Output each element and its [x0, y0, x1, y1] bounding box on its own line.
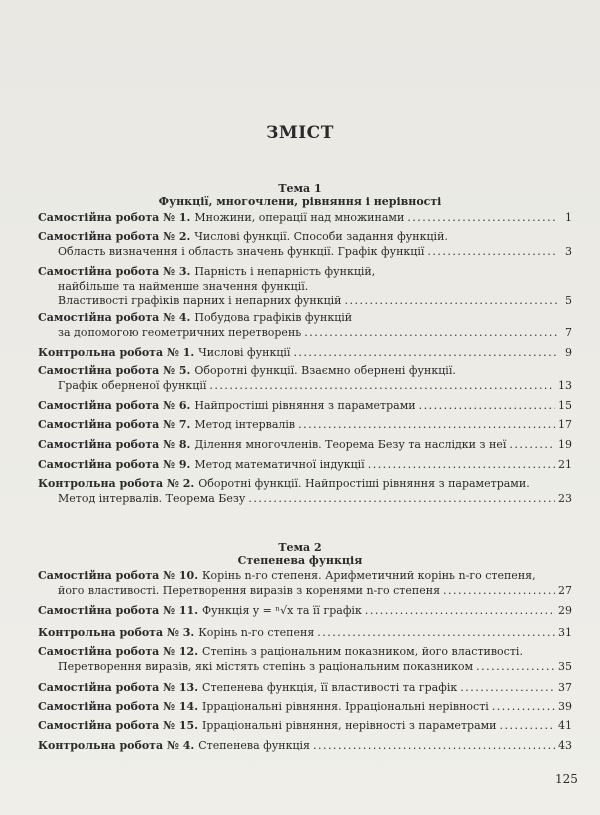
entry-text: Метод інтервалів — [194, 418, 296, 431]
toc-entry-line — [38, 245, 572, 260]
toc-entry-line — [38, 477, 572, 492]
entry-text: найбільше та найменше значення функції. — [58, 279, 309, 293]
section-number: Тема 1 — [278, 182, 322, 195]
entry-page: 41 — [558, 719, 572, 732]
toc-entry-line — [38, 294, 572, 309]
entry-label: Контрольна робота № 1. — [38, 346, 195, 359]
toc-entry — [38, 719, 572, 734]
entry-text: його властивості. Перетворення виразів з коренями n-го степеня — [58, 583, 441, 597]
dot-leader — [304, 326, 557, 341]
dot-leader — [427, 245, 557, 260]
toc-entry-line — [38, 626, 572, 641]
dot-leader — [345, 294, 557, 309]
entry-text: Множини, операції над множинами — [194, 211, 405, 224]
toc-entry — [38, 604, 572, 619]
entry-page: 29 — [558, 604, 572, 617]
entry-label: Самостійна робота № 15. — [38, 719, 199, 732]
entry-page: 3 — [565, 244, 572, 258]
toc-entry-line — [38, 326, 572, 341]
entry-text: Найпростіші рівняння з параметрами — [194, 399, 416, 412]
entry-label: Самостійна робота № 6. — [38, 399, 191, 412]
toc-entry-line — [38, 739, 572, 754]
toc-entry-line — [38, 458, 572, 473]
dot-leader — [293, 346, 557, 361]
toc-entry — [38, 739, 572, 754]
dot-leader — [368, 458, 555, 473]
entry-page: 13 — [558, 378, 572, 392]
toc-entry-line — [38, 265, 572, 280]
toc-entry-line — [38, 418, 572, 433]
toc-entry-line — [38, 230, 572, 245]
toc-entry-line — [38, 379, 572, 394]
entry-text: Властивості графіків парних і непарних функцій — [58, 294, 342, 307]
dot-leader — [476, 660, 555, 675]
entry-text: Степенева функція — [198, 739, 310, 752]
toc-entry — [38, 399, 572, 414]
toc-entry-line — [38, 584, 572, 599]
entry-text: Побудова графіків функцій — [194, 311, 353, 324]
entry-page: 23 — [558, 491, 572, 505]
entry-label: Контрольна робота № 4. — [38, 739, 195, 752]
section-heading — [0, 541, 600, 567]
entry-label: Самостійна робота № 13. — [38, 681, 199, 694]
entry-page: 31 — [558, 626, 572, 639]
toc-entry-line — [38, 311, 572, 326]
entry-page: 9 — [565, 346, 572, 359]
dot-leader — [313, 739, 555, 754]
dot-leader — [209, 379, 555, 394]
section-title: Функції, многочлени, рівняння і нерівності — [158, 195, 442, 208]
toc-entry-line — [38, 700, 572, 715]
section-heading — [0, 182, 600, 208]
toc-entry-line — [38, 438, 572, 453]
entry-label: Самостійна робота № 4. — [38, 311, 191, 324]
entry-label: Самостійна робота № 5. — [38, 364, 191, 377]
entry-label: Самостійна робота № 12. — [38, 645, 199, 658]
entry-label: Самостійна робота № 8. — [38, 438, 191, 451]
entry-label: Самостійна робота № 2. — [38, 230, 191, 243]
toc-entry-line — [38, 211, 572, 226]
entry-text: Ірраціональні рівняння. Ірраціональні нерівності — [202, 700, 489, 713]
toc-entry — [38, 418, 572, 433]
entry-text: Область визначення і область значень функції. Графік функції — [58, 244, 425, 258]
toc-entry-line — [38, 569, 572, 584]
entry-page: 35 — [558, 659, 572, 673]
entry-label: Самостійна робота № 14. — [38, 700, 199, 713]
dot-leader — [419, 399, 555, 414]
entry-text: Графік оберненої функції — [58, 378, 207, 392]
toc-entry — [38, 346, 572, 361]
entry-page: 1 — [565, 211, 572, 224]
toc-entry-line — [38, 399, 572, 414]
entry-text: за допомогою геометричних перетворень — [58, 325, 302, 339]
entry-text: Числові функції. Способи задання функцій. — [194, 230, 448, 243]
entry-page: 17 — [558, 418, 572, 431]
toc-entry-line — [38, 645, 572, 660]
entry-page: 19 — [558, 438, 572, 451]
entry-label: Самостійна робота № 10. — [38, 569, 199, 582]
entry-label: Самостійна робота № 3. — [38, 265, 191, 278]
entry-page: 21 — [558, 458, 572, 471]
entry-text: Корінь n-го степеня. Арифметичний корінь n-го степеня, — [202, 569, 536, 582]
section-title: Степенева функція — [237, 554, 363, 567]
toc-entry-line — [38, 604, 572, 619]
entry-page: 27 — [558, 583, 572, 597]
entry-label: Самостійна робота № 1. — [38, 211, 191, 224]
dot-leader — [365, 604, 555, 619]
dot-leader — [248, 492, 555, 507]
page-title: ЗМІСТ — [266, 123, 334, 143]
toc-entry — [38, 477, 572, 506]
dot-leader — [492, 700, 555, 715]
entry-page: 39 — [558, 700, 572, 713]
entry-page: 7 — [565, 325, 572, 339]
toc-entry-line — [38, 364, 572, 379]
toc-entry — [38, 364, 572, 393]
entry-text: Ірраціональні рівняння, нерівності з параметрами — [202, 719, 497, 732]
entry-label: Контрольна робота № 3. — [38, 626, 195, 639]
toc-entry — [38, 645, 572, 674]
toc-entry-line — [38, 681, 572, 696]
entry-text: Степенева функція, її властивості та графік — [202, 681, 458, 694]
toc-entry — [38, 681, 572, 696]
entry-text: Оборотні функції. Взаємно обернені функції. — [194, 364, 456, 377]
toc-entry — [38, 211, 572, 226]
toc-entry — [38, 626, 572, 641]
toc-entry — [38, 230, 572, 259]
dot-leader — [407, 211, 557, 226]
dot-leader — [509, 438, 555, 453]
toc-entry — [38, 458, 572, 473]
dot-leader — [443, 584, 555, 599]
toc-entry — [38, 265, 572, 309]
section-number: Тема 2 — [278, 541, 322, 554]
toc-entry — [38, 311, 572, 340]
entry-page: 5 — [565, 294, 572, 307]
entry-text: Степінь з раціональним показником, його властивості. — [202, 645, 523, 658]
entry-label: Самостійна робота № 11. — [38, 604, 199, 617]
entry-text: Оборотні функції. Найпростіші рівняння з параметрами. — [198, 477, 530, 490]
dot-leader — [298, 418, 555, 433]
dot-leader — [460, 681, 555, 696]
entry-text: Функція y = ⁿ√x та її графік — [202, 604, 362, 617]
entry-page: 15 — [558, 399, 572, 412]
toc-entry-line — [38, 660, 572, 675]
entry-label: Контрольна робота № 2. — [38, 477, 195, 490]
entry-text: Парність і непарність функцій, — [194, 265, 376, 278]
toc-entry-line — [38, 346, 572, 361]
page-number: 125 — [555, 772, 578, 786]
entry-text: Метод інтервалів. Теорема Безу — [58, 491, 246, 505]
entry-text: Перетворення виразів, які містять степінь з раціональним показником — [58, 659, 474, 673]
entry-page: 43 — [558, 739, 572, 752]
entry-text: Ділення многочленів. Теорема Безу та наслідки з неї — [194, 438, 507, 451]
entry-page: 37 — [558, 681, 572, 694]
entry-text: Метод математичної індукції — [194, 458, 365, 471]
toc-entry — [38, 700, 572, 715]
toc-entry — [38, 569, 572, 598]
entry-text: Корінь n-го степеня — [198, 626, 315, 639]
entry-label: Самостійна робота № 7. — [38, 418, 191, 431]
toc-entry-line — [38, 280, 572, 295]
dot-leader — [317, 626, 555, 641]
toc-entry-line — [38, 719, 572, 734]
toc-entry-line — [38, 492, 572, 507]
entry-label: Самостійна робота № 9. — [38, 458, 191, 471]
entry-text: Числові функції — [198, 346, 291, 359]
dot-leader — [500, 719, 555, 734]
toc-entry — [38, 438, 572, 453]
